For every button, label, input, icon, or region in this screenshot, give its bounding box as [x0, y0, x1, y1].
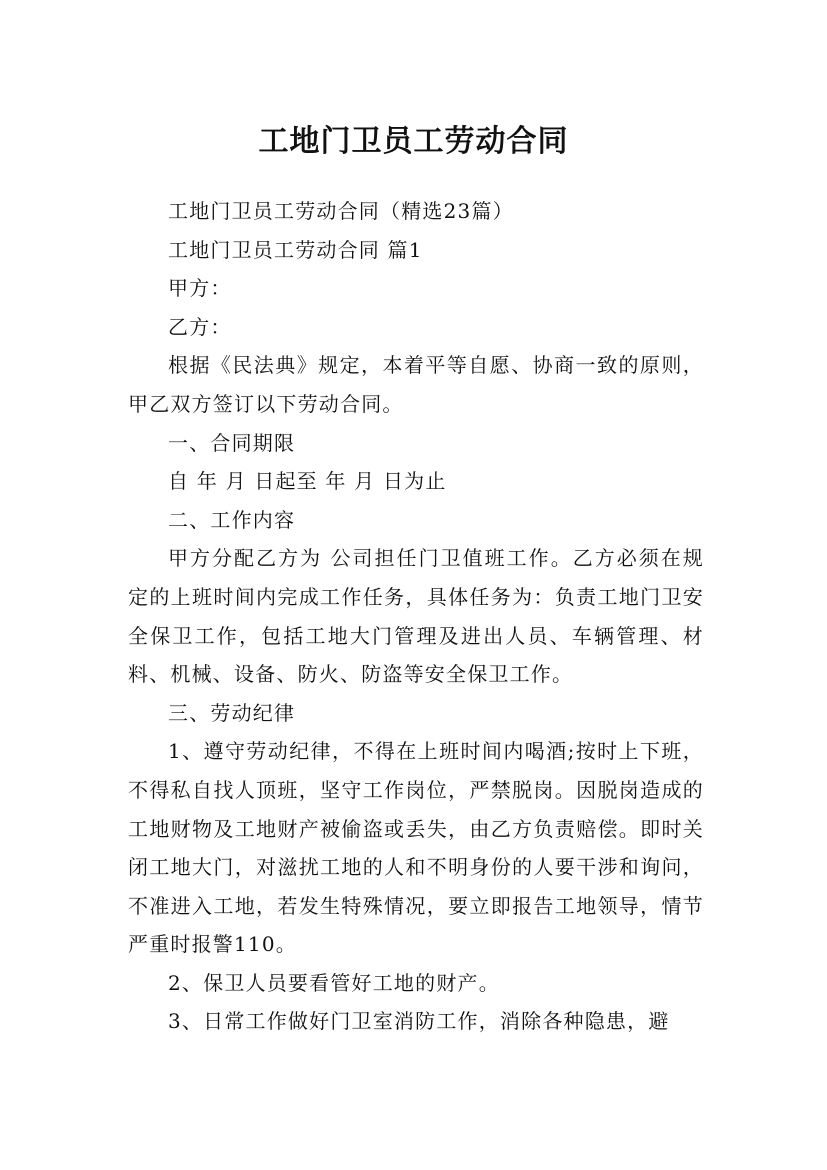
paragraph-section-heading: 工地门卫员工劳动合同 篇1 — [168, 237, 423, 262]
paragraph-party-b: 乙方： — [168, 314, 232, 339]
paragraph-subtitle: 工地门卫员工劳动合同（精选23篇） — [168, 199, 514, 223]
paragraph-clause-2-heading: 二、工作内容 — [168, 507, 296, 532]
paragraph-discipline-1: 1、遵守劳动纪律，不得在上班时间内喝酒;按时上下班，不得私自找人顶班，坚守工作岗位，严禁脱岗。因脱岗造成的工地财物及工地财产被偷盗或丢失，由乙方负责赔偿。即时关闭工地大门，对滋扰工地的人和不明身份的人要干涉和询问，不准进入工地，若发生特殊情况，要立即报告工地领导，情节严重时报警110。 — [128, 739, 704, 957]
paragraph-contract-term: 自 年 月 日起至 年 月 日为止 — [168, 469, 447, 494]
paragraph-discipline-3: 3、日常工作做好门卫室消防工作，消除各种隐患，避 — [168, 1009, 670, 1034]
paragraph-clause-3-heading: 三、劳动纪律 — [168, 700, 296, 725]
paragraph-clause-1-heading: 一、合同期限 — [168, 430, 296, 455]
document-body — [128, 192, 704, 1041]
document-title: 工地门卫员工劳动合同 — [258, 124, 569, 160]
paragraph-work-content: 甲方分配乙方为 公司担任门卫值班工作。乙方必须在规定的上班时间内完成工作任务，具体任务为：负责工地门卫安全保卫工作，包括工地大门管理及进出人员、车辆管理、材料、机械、设备、防火、防盗等安全保卫工作。 — [128, 546, 704, 687]
paragraph-party-a: 甲方： — [168, 276, 232, 301]
paragraph-discipline-2: 2、保卫人员要看管好工地的财产。 — [168, 970, 500, 995]
paragraph-preamble: 根据《民法典》规定，本着平等自愿、协商一致的原则，甲乙双方签订以下劳动合同。 — [128, 353, 704, 416]
